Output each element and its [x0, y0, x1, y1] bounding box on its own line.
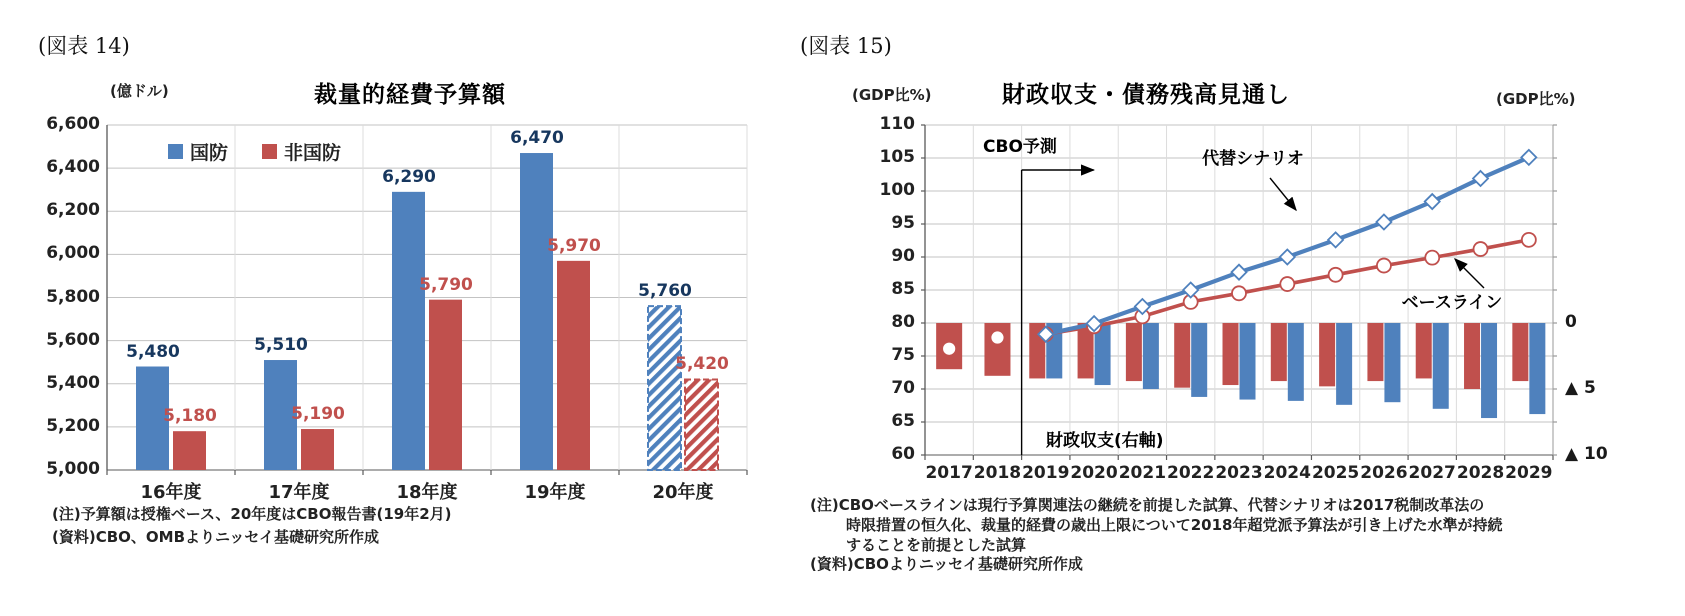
bar-国防-20年度 — [648, 306, 681, 470]
deficit-bar-alt-2021 — [1143, 323, 1159, 389]
fig15-note-2: 時限措置の恒久化、裁量的経費の歳出上限について2018年超党派予算法が引き上げた水準が持続 — [846, 516, 1503, 534]
fig15-note-4: (資料)CBOよりニッセイ基礎研究所作成 — [810, 555, 1083, 573]
deficit-bar-baseline-2028 — [1464, 323, 1480, 389]
fig14-legend — [168, 138, 341, 165]
deficit-bar-alt-2022 — [1191, 323, 1207, 397]
fig14-ytick-label: 5,800 — [46, 286, 100, 307]
deficit-bar-baseline-2021 — [1126, 323, 1142, 381]
fig14-xtick-label: 19年度 — [524, 482, 586, 503]
alt-marker-2025 — [1328, 232, 1343, 247]
fig14-xtick-label: 18年度 — [396, 482, 458, 503]
fig15-xtick-label: 2029 — [1505, 463, 1553, 483]
deficit-bar-alt-2028 — [1481, 323, 1497, 418]
fig14-xtick-label: 16年度 — [140, 482, 202, 503]
alt-marker-2027 — [1425, 194, 1440, 209]
fig15-xtick-label: 2018 — [973, 463, 1022, 483]
fig15-unit-right-label: (GDP比%) — [1496, 90, 1576, 108]
deficit-bar-alt-2029 — [1529, 323, 1545, 414]
fig14-ytick-label: 6,000 — [46, 243, 100, 264]
fig15-ytick-left-label: 80 — [891, 312, 915, 332]
baseline-marker-2025 — [1329, 268, 1343, 282]
deficit-bar-alt-2027 — [1433, 323, 1449, 409]
fig15-ytick-right-label: ▲ 5 — [1565, 378, 1596, 398]
baseline-marker-2018 — [990, 331, 1004, 345]
alt-scenario-annotation: 代替シナリオ — [1202, 149, 1304, 169]
fig15-title: 財政収支・債務残高見通し — [1002, 82, 1290, 108]
fig15-unit-left-label: (GDP比%) — [852, 86, 932, 104]
fig15-ytick-right-label: 0 — [1565, 312, 1577, 332]
fig15-ytick-right-label: ▲ 10 — [1565, 444, 1608, 464]
fig14-label: (図表 14) — [38, 34, 130, 58]
defense-legend-label: 国防 — [190, 142, 229, 164]
fig14-ytick-label: 6,200 — [46, 200, 100, 221]
alt-marker-2024 — [1280, 250, 1295, 265]
bar-非国防-18年度 — [429, 300, 462, 470]
fig15-ytick-left-label: 70 — [891, 378, 915, 398]
fig15-ytick-left-label: 75 — [891, 345, 915, 365]
bar-非国防-20年度 — [685, 379, 718, 470]
nondefense-legend-label: 非国防 — [284, 142, 342, 164]
fig15-ytick-left-label: 105 — [879, 147, 915, 167]
bar-非国防-16年度 — [173, 431, 206, 470]
fig15-xtick-label: 2026 — [1360, 463, 1408, 483]
fig14-bar-value-label: 5,190 — [291, 404, 345, 425]
bar-国防-19年度 — [520, 153, 553, 470]
fig15-ytick-left-label: 65 — [891, 411, 915, 431]
fig14-ytick-label: 5,200 — [46, 415, 100, 436]
fig14-bar-value-label: 5,180 — [163, 406, 217, 427]
baseline-marker-2023 — [1232, 286, 1246, 300]
fig15-xtick-label: 2017 — [925, 463, 973, 483]
deficit-bar-baseline-2024 — [1271, 323, 1287, 381]
fig14-bar-value-label: 6,470 — [510, 128, 564, 149]
deficit-bar-baseline-2025 — [1319, 323, 1335, 386]
deficit-bar-baseline-2027 — [1416, 323, 1432, 378]
legend-item-nondefense — [262, 138, 341, 165]
defense-legend-swatch — [168, 144, 183, 159]
fig15-xtick-label: 2028 — [1456, 463, 1505, 483]
fig15-ytick-left-label: 95 — [891, 213, 915, 233]
fig14-note-2: (資料)CBO、OMBよりニッセイ基礎研究所作成 — [52, 528, 379, 546]
fig14-bar-value-label: 5,510 — [254, 335, 308, 356]
fig15-ytick-left-label: 110 — [879, 114, 915, 134]
bar-国防-18年度 — [392, 192, 425, 470]
alt-marker-2028 — [1473, 171, 1488, 186]
deficit-bar-baseline-2023 — [1223, 323, 1239, 385]
cbo-forecast-annotation: CBO予測 — [983, 137, 1057, 157]
baseline-marker-2027 — [1425, 251, 1439, 265]
baseline-marker-2024 — [1280, 277, 1294, 291]
fig14-bar-value-label: 6,290 — [382, 166, 436, 187]
fig14-unit-label: (億ドル) — [110, 82, 169, 100]
alt-marker-2026 — [1376, 215, 1391, 230]
deficit-bar-baseline-2026 — [1367, 323, 1383, 381]
bar-非国防-19年度 — [557, 261, 590, 470]
baseline-marker-2026 — [1377, 259, 1391, 273]
fig14-xtick-label: 20年度 — [652, 482, 714, 503]
fig15-xtick-label: 2027 — [1408, 463, 1456, 483]
fig15-ytick-left-label: 90 — [891, 246, 915, 266]
fig15-note-3: することを前提とした試算 — [846, 536, 1027, 554]
fig15-ytick-left-label: 100 — [879, 180, 915, 200]
fig15-xtick-label: 2024 — [1263, 463, 1311, 483]
baseline-marker-2029 — [1522, 233, 1536, 247]
fig14-ytick-label: 5,400 — [46, 372, 100, 393]
fig15-xtick-label: 2023 — [1215, 463, 1263, 483]
deficit-bar-alt-2023 — [1240, 323, 1256, 400]
deficit-bar-baseline-2029 — [1512, 323, 1528, 381]
fig15-label: (図表 15) — [800, 34, 892, 58]
fig14-bar-value-label: 5,480 — [126, 341, 180, 362]
fig15-xtick-label: 2020 — [1070, 463, 1118, 483]
alt-marker-2029 — [1521, 150, 1536, 165]
fig14-bar-value-label: 5,420 — [675, 354, 729, 375]
deficit-bar-alt-2024 — [1288, 323, 1304, 401]
nondefense-legend-swatch — [262, 144, 277, 159]
bar-非国防-17年度 — [301, 429, 334, 470]
fig14-bar-value-label: 5,790 — [419, 274, 473, 295]
fig15-ytick-left-label: 85 — [891, 279, 915, 299]
alt-marker-2022 — [1183, 283, 1198, 298]
fig14-ytick-label: 5,600 — [46, 329, 100, 350]
alt-marker-2023 — [1232, 265, 1247, 280]
fig14-ytick-label: 6,600 — [46, 114, 100, 134]
alt-scenario-arrow — [1270, 178, 1296, 210]
baseline-marker-2028 — [1474, 242, 1488, 256]
fig15-xtick-label: 2025 — [1311, 463, 1360, 483]
fiscal-balance-annotation: 財政収支(右軸) — [1046, 431, 1164, 451]
baseline-marker-2017 — [942, 342, 956, 356]
fig15-xtick-label: 2022 — [1167, 463, 1215, 483]
deficit-bar-alt-2025 — [1336, 323, 1352, 405]
deficit-bar-alt-2026 — [1384, 323, 1400, 402]
legend-item-defense — [168, 138, 228, 165]
fig14-bar-value-label: 5,970 — [547, 235, 601, 256]
fig14-ytick-label: 6,400 — [46, 157, 100, 178]
fig14-xtick-label: 17年度 — [268, 482, 330, 503]
fig15-ytick-left-label: 60 — [891, 444, 915, 464]
fig15-xtick-label: 2019 — [1022, 463, 1070, 483]
fig14-ytick-label: 5,000 — [46, 459, 100, 479]
fig15-xtick-label: 2021 — [1118, 463, 1167, 483]
fig14-bar-value-label: 5,760 — [638, 281, 692, 302]
baseline-arrow — [1455, 259, 1484, 288]
deficit-bar-baseline-2022 — [1174, 323, 1190, 388]
baseline-annotation: ベースライン — [1401, 293, 1503, 313]
fig15-note-1: (注)CBOベースラインは現行予算関連法の継続を前提した試算、代替シナリオは2017税制改革法の — [810, 496, 1485, 514]
fig14-title: 裁量的経費予算額 — [314, 82, 506, 108]
fig14-note-1: (注)予算額は授権ベース、20年度はCBO報告書(19年2月) — [52, 505, 452, 523]
